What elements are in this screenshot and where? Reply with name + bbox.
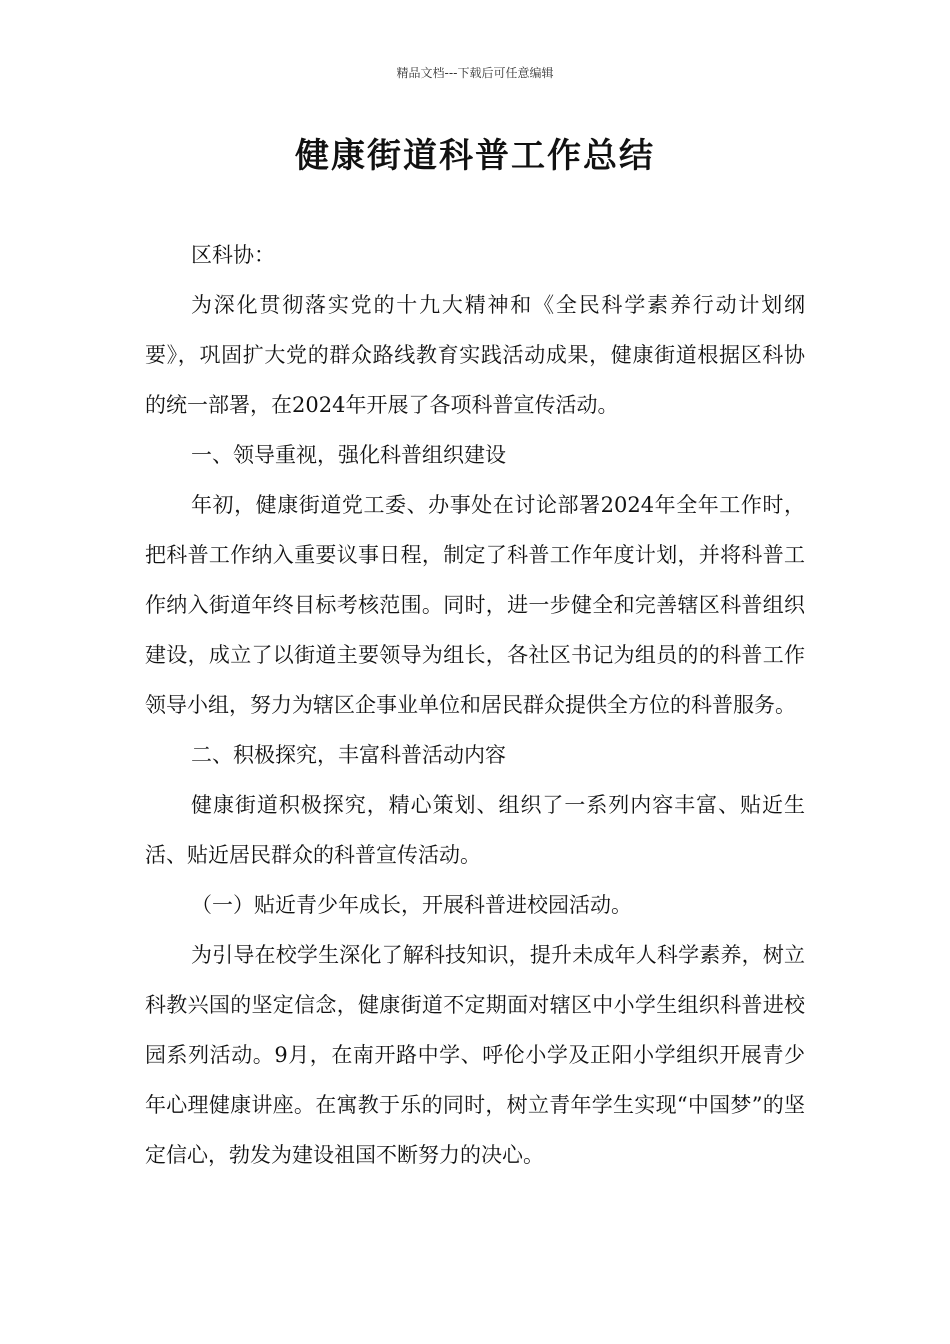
subsection-heading-1: （一）贴近青少年成长，开展科普进校园活动。 [191,893,632,917]
header-note: 精品文档---下载后可任意编辑 [396,66,554,80]
document-title: 健康街道科普工作总结 [295,136,655,176]
paragraph-section-2: 健康街道积极探究，精心策划、组织了一系列内容丰富、贴近生活、贴近居民群众的科普宣传活动。 [145,793,805,867]
paragraph-subsection-1: 为引导在校学生深化了解科技知识，提升未成年人科学素养，树立科教兴国的坚定信念，健康街道不定期面对辖区中小学生组织科普进校园系列活动。9月，在南开路中学、呼伦小学及正阳小学组织开展青少年心理健康讲座。在寓教于乐的同时，树立青年学生实现“中国梦”的坚定信心，勃发为建设祖国不断努力的决心。 [145,943,805,1167]
salutation: 区科协： [191,243,275,267]
paragraph-intro: 为深化贯彻落实党的十九大精神和《全民科学素养行动计划纲要》，巩固扩大党的群众路线教育实践活动成果，健康街道根据区科协的统一部署，在2024年开展了各项科普宣传活动。 [145,293,805,417]
section-heading-2: 二、积极探究，丰富科普活动内容 [191,743,506,767]
section-heading-1: 一、领导重视，强化科普组织建设 [191,443,506,467]
paragraph-section-1: 年初，健康街道党工委、办事处在讨论部署2024年全年工作时，把科普工作纳入重要议事日程，制定了科普工作年度计划，并将科普工作纳入街道年终目标考核范围。同时，进一步健全和完善辖区科普组织建设，成立了以街道主要领导为组长，各社区书记为组员的的科普工作领导小组，努力为辖区企事业单位和居民群众提供全方位的科普服务。 [145,493,805,717]
document-body [145,230,805,1180]
